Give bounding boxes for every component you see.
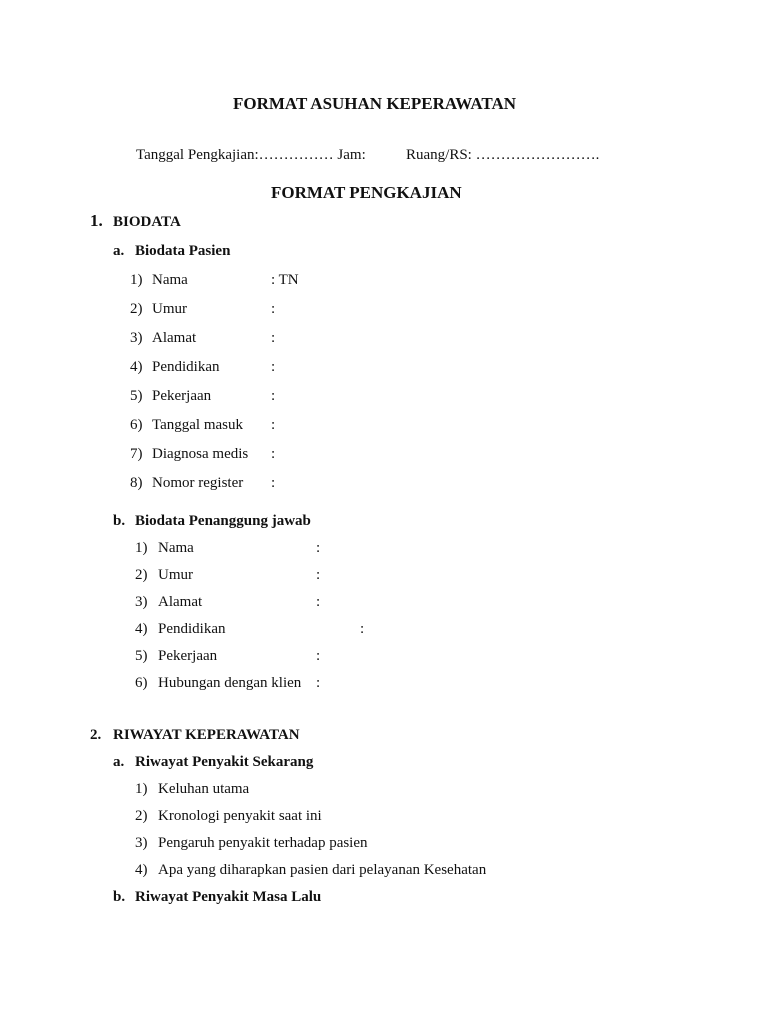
field-label: Umur — [158, 567, 193, 583]
list-item-number: 7) — [130, 446, 143, 462]
document-title: FORMAT ASUHAN KEPERAWATAN — [233, 94, 517, 113]
subsection-2b-heading: Riwayat Penyakit Masa Lalu — [135, 889, 322, 905]
field-value: : — [316, 594, 321, 610]
field-value: : — [271, 330, 276, 346]
section-2-heading: RIWAYAT KEPERAWATAN — [113, 727, 300, 743]
list-item-number: 3) — [130, 330, 143, 346]
field-value: : — [360, 621, 365, 637]
list-item-number: 4) — [135, 621, 148, 637]
field-value: : TN — [271, 272, 299, 288]
field-value: : — [316, 567, 321, 583]
field-value: : — [316, 648, 321, 664]
list-item-number: 4) — [135, 862, 148, 878]
subsection-1b-letter: b. — [113, 513, 126, 529]
list-item-number: 1) — [135, 781, 148, 797]
subsection-1b-heading: Biodata Penanggung jawab — [135, 513, 311, 529]
subsection-2a-letter: a. — [113, 754, 125, 770]
field-label: Pekerjaan — [158, 648, 218, 664]
field-label: Pendidikan — [152, 359, 220, 375]
subsection-1a-heading: Biodata Pasien — [135, 243, 231, 259]
field-value: : — [271, 388, 276, 404]
field-label: Alamat — [158, 594, 203, 610]
subsection-2b-letter: b. — [113, 889, 126, 905]
field-label: Pendidikan — [158, 621, 226, 637]
ruang-rs-field: Ruang/RS: ……………………. — [406, 147, 600, 163]
field-value: : — [271, 417, 276, 433]
field-label: Hubungan dengan klien — [158, 675, 302, 691]
list-item-number: 5) — [130, 388, 143, 404]
field-value: : — [316, 675, 321, 691]
field-value: : — [271, 446, 276, 462]
field-label: Umur — [152, 301, 187, 317]
list-item-number: 2) — [135, 567, 148, 583]
field-label: Alamat — [152, 330, 197, 346]
subsection-1a-letter: a. — [113, 243, 125, 259]
field-label: Nama — [158, 540, 194, 556]
field-value: : — [271, 475, 276, 491]
list-item-number: 8) — [130, 475, 143, 491]
section-2-number: 2. — [90, 727, 102, 743]
section-1-number: 1. — [90, 211, 103, 230]
list-item-number: 1) — [130, 272, 143, 288]
list-item-text: Keluhan utama — [158, 781, 250, 797]
field-label: Nama — [152, 272, 188, 288]
list-item-number: 3) — [135, 594, 148, 610]
list-item-number: 6) — [135, 675, 148, 691]
list-item-number: 5) — [135, 648, 148, 664]
list-item-number: 1) — [135, 540, 148, 556]
field-value: : — [271, 301, 276, 317]
list-item-text: Pengaruh penyakit terhadap pasien — [158, 835, 368, 851]
field-label: Pekerjaan — [152, 388, 212, 404]
field-value: : — [316, 540, 321, 556]
list-item-number: 2) — [135, 808, 148, 824]
list-item-number: 2) — [130, 301, 143, 317]
field-label: Diagnosa medis — [152, 446, 249, 462]
list-item-number: 6) — [130, 417, 143, 433]
document-subtitle: FORMAT PENGKAJIAN — [271, 183, 462, 202]
tanggal-jam-field: Tanggal Pengkajian:…………… Jam: — [136, 147, 366, 163]
list-item-number: 3) — [135, 835, 148, 851]
list-item-number: 4) — [130, 359, 143, 375]
field-value: : — [271, 359, 276, 375]
field-label: Tanggal masuk — [152, 417, 244, 433]
subsection-2a-heading: Riwayat Penyakit Sekarang — [135, 754, 314, 770]
section-1-heading: BIODATA — [113, 214, 181, 230]
list-item-text: Kronologi penyakit saat ini — [158, 808, 322, 824]
list-item-text: Apa yang diharapkan pasien dari pelayanan Kesehatan — [158, 862, 487, 878]
field-label: Nomor register — [152, 475, 244, 491]
